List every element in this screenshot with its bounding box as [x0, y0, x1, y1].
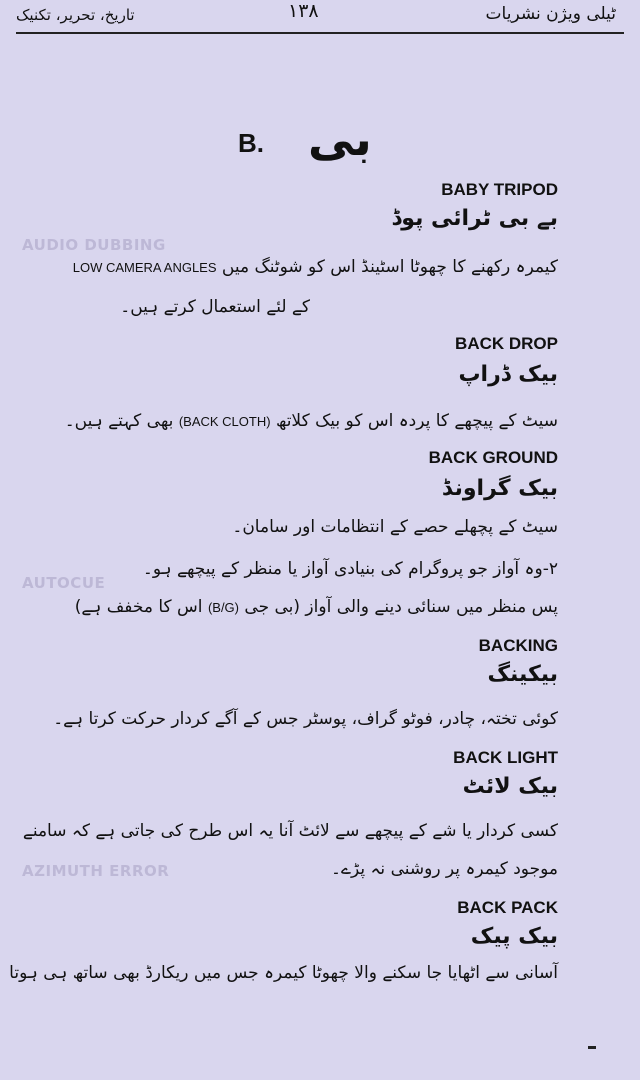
- entry-term-urdu: بے بی ٹرائی پوڈ: [391, 206, 558, 231]
- entry-term-urdu: بیک لائٹ: [462, 774, 558, 799]
- entry-term-english: BACK DROP: [455, 334, 558, 353]
- entry-definition-line: سیٹ کے پچھلے حصے کے انتظامات اور سامان۔: [232, 517, 558, 537]
- entry-term-english: BACK PACK: [457, 898, 558, 917]
- header-book-title: ٹیلی ویژن نشریات: [485, 4, 616, 24]
- entry-term-urdu: بیک پیک: [470, 924, 558, 949]
- entry-definition-line: آسانی سے اٹھایا جا سکنے والا چھوٹا کیمرہ جس میں ریکارڈ بھی ساتھ ہی ہوتا: [9, 963, 558, 983]
- entry-definition-line: سیٹ کے پیچھے کا پردہ اس کو بیک کلاتھ (BACK CLOTH) بھی کہتے ہیں۔: [64, 411, 558, 431]
- header-subtitle: تاریخ، تحریر، تکنیک: [16, 6, 135, 24]
- entry-term-english: BABY TRIPOD: [441, 180, 558, 199]
- bleed-through-text: AUTOCUE: [22, 574, 106, 592]
- entry-definition-line: کوئی تختہ، چادر، فوٹو گراف، پوسٹر جس کے آگے کردار حرکت کرتا ہے۔: [53, 709, 558, 729]
- page-number: ۱۳۸: [288, 0, 319, 22]
- entry-definition-line: موجود کیمرہ پر روشنی نہ پڑے۔: [331, 859, 558, 879]
- bleed-through-text: AZIMUTH ERROR: [22, 862, 170, 880]
- entry-definition-line: پس منظر میں سنائی دینے والی آواز (بی جی (B/G) اس کا مخفف ہے): [74, 597, 558, 617]
- entry-term-english: BACK GROUND: [428, 448, 558, 467]
- entry-term-english: BACK LIGHT: [453, 748, 558, 767]
- entry-definition-line: کے لئے استعمال کرتے ہیں۔: [120, 297, 310, 317]
- section-letter-latin: B.: [238, 128, 264, 158]
- entry-term-urdu: بیک گراونڈ: [441, 476, 558, 501]
- page-mark: [588, 1046, 596, 1049]
- entry-term-english: BACKING: [478, 636, 558, 655]
- entry-definition-line: ۲-وہ آواز جو پروگرام کی بنیادی آواز یا منظر کے پیچھے ہو۔: [142, 559, 558, 579]
- entry-term-urdu: بیک ڈراپ: [458, 362, 558, 387]
- entry-definition-line: کسی کردار یا شے کے پیچھے سے لائٹ آنا یہ اس طرح کی جاتی ہے کہ سامنے: [22, 821, 558, 841]
- bleed-through-text: AUDIO DUBBING: [22, 236, 166, 254]
- entry-term-urdu: بیکینگ: [487, 662, 558, 687]
- entry-definition-line: کیمرہ رکھنے کا چھوٹا اسٹینڈ اس کو شوٹنگ میں LOW CAMERA ANGLES: [72, 257, 558, 277]
- section-letter-urdu: بی: [308, 112, 372, 166]
- running-header: [16, 2, 624, 34]
